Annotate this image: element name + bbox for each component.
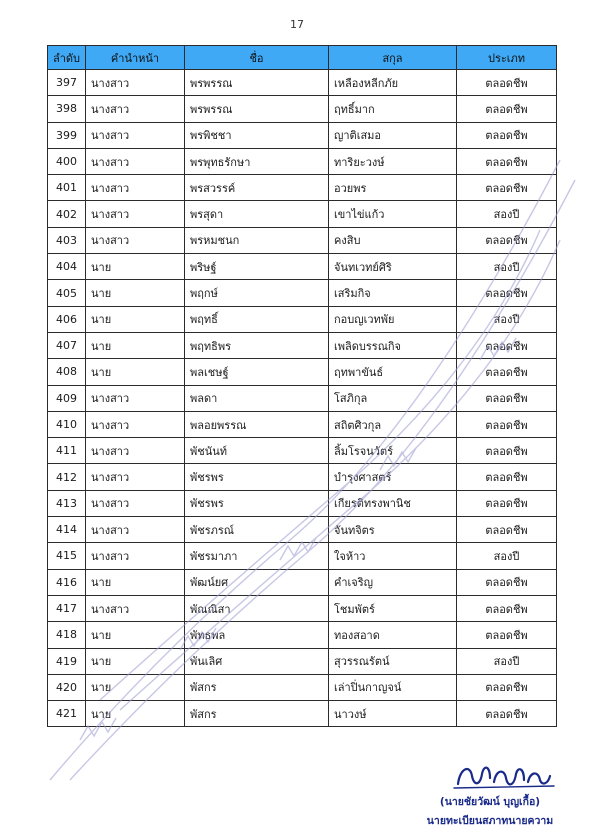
cell-last-name: สุวรรณรัตน์	[329, 648, 457, 674]
cell-type: ตลอดชีพ	[457, 490, 557, 516]
cell-first-name: พัชรพร	[185, 464, 329, 490]
cell-type: ตลอดชีพ	[457, 464, 557, 490]
cell-type: ตลอดชีพ	[457, 674, 557, 700]
cell-prefix: นางสาว	[86, 175, 185, 201]
table-row	[48, 411, 557, 437]
cell-first-name: พลดา	[185, 385, 329, 411]
cell-first-name: พัทธพล	[185, 622, 329, 648]
cell-number: 402	[48, 201, 86, 227]
table-row	[48, 148, 557, 174]
cell-type: ตลอดชีพ	[457, 148, 557, 174]
page-number: 17	[290, 18, 304, 31]
cell-number: 421	[48, 701, 86, 727]
header-prefix: คำนำหน้า	[86, 46, 185, 70]
cell-last-name: โชมพัตร์	[329, 595, 457, 621]
cell-number: 397	[48, 70, 86, 96]
cell-first-name: พรพรรณ	[185, 96, 329, 122]
cell-first-name: พฤกษ์	[185, 280, 329, 306]
cell-first-name: พรพุทธรักษา	[185, 148, 329, 174]
table-row	[48, 569, 557, 595]
cell-type: ตลอดชีพ	[457, 438, 557, 464]
cell-type: ตลอดชีพ	[457, 122, 557, 148]
cell-number: 407	[48, 332, 86, 358]
cell-prefix: นาย	[86, 280, 185, 306]
handwritten-signature-icon	[450, 756, 560, 792]
cell-last-name: เพลิดบรรณกิจ	[329, 332, 457, 358]
cell-type: ตลอดชีพ	[457, 595, 557, 621]
cell-last-name: คงสิบ	[329, 227, 457, 253]
table-row	[48, 254, 557, 280]
cell-number: 419	[48, 648, 86, 674]
cell-last-name: เสริมกิจ	[329, 280, 457, 306]
cell-type: ตลอดชีพ	[457, 359, 557, 385]
signer-name: (นายชัยวัฒน์ บุญเกื้อ)	[439, 796, 541, 808]
cell-prefix: นางสาว	[86, 148, 185, 174]
cell-last-name: ฤทธิ์มาก	[329, 96, 457, 122]
cell-number: 417	[48, 595, 86, 621]
cell-prefix: นาย	[86, 569, 185, 595]
cell-last-name: เขาไข่แก้ว	[329, 201, 457, 227]
cell-last-name: คำเจริญ	[329, 569, 457, 595]
cell-prefix: นางสาว	[86, 543, 185, 569]
cell-number: 399	[48, 122, 86, 148]
cell-prefix: นางสาว	[86, 517, 185, 543]
table-row	[48, 385, 557, 411]
cell-type: ตลอดชีพ	[457, 385, 557, 411]
cell-prefix: นางสาว	[86, 70, 185, 96]
cell-type: สองปี	[457, 254, 557, 280]
table-row	[48, 70, 557, 96]
cell-prefix: นางสาว	[86, 385, 185, 411]
cell-prefix: นาย	[86, 254, 185, 280]
table-row	[48, 490, 557, 516]
cell-prefix: นางสาว	[86, 490, 185, 516]
cell-prefix: นางสาว	[86, 96, 185, 122]
cell-type: สองปี	[457, 306, 557, 332]
cell-prefix: นาย	[86, 674, 185, 700]
cell-type: ตลอดชีพ	[457, 701, 557, 727]
cell-first-name: พัชรมาภา	[185, 543, 329, 569]
table-row	[48, 227, 557, 253]
table-row	[48, 175, 557, 201]
cell-first-name: พัณณิสา	[185, 595, 329, 621]
cell-first-name: พัชรพร	[185, 490, 329, 516]
header-last-name: สกุล	[329, 46, 457, 70]
cell-last-name: ลิ้มโรจนวัตร์	[329, 438, 457, 464]
cell-number: 408	[48, 359, 86, 385]
cell-number: 415	[48, 543, 86, 569]
cell-number: 418	[48, 622, 86, 648]
cell-first-name: พัสกร	[185, 701, 329, 727]
cell-number: 400	[48, 148, 86, 174]
cell-prefix: นาย	[86, 359, 185, 385]
cell-type: ตลอดชีพ	[457, 70, 557, 96]
cell-type: สองปี	[457, 201, 557, 227]
cell-last-name: นาวงษ์	[329, 701, 457, 727]
cell-number: 416	[48, 569, 86, 595]
member-table	[47, 45, 557, 727]
cell-last-name: โสภิกุล	[329, 385, 457, 411]
cell-last-name: จันทเวทย์ศิริ	[329, 254, 457, 280]
cell-prefix: นาย	[86, 622, 185, 648]
header-row	[48, 46, 557, 70]
cell-number: 403	[48, 227, 86, 253]
table-row	[48, 648, 557, 674]
cell-prefix: นาย	[86, 648, 185, 674]
table-row	[48, 622, 557, 648]
cell-first-name: พรพรรณ	[185, 70, 329, 96]
table-body	[48, 70, 557, 727]
cell-first-name: พฤทธิ์	[185, 306, 329, 332]
cell-last-name: ญาติเสมอ	[329, 122, 457, 148]
cell-last-name: ฤทพาขันธ์	[329, 359, 457, 385]
cell-last-name: บำรุงศาสตร์	[329, 464, 457, 490]
cell-prefix: นางสาว	[86, 411, 185, 437]
table-row	[48, 438, 557, 464]
table-row	[48, 543, 557, 569]
cell-last-name: กอบญเวทพัย	[329, 306, 457, 332]
cell-prefix: นางสาว	[86, 464, 185, 490]
table-row	[48, 306, 557, 332]
cell-number: 409	[48, 385, 86, 411]
cell-prefix: นางสาว	[86, 227, 185, 253]
header-type: ประเภท	[457, 46, 557, 70]
cell-first-name: พันเลิศ	[185, 648, 329, 674]
cell-first-name: พรหมชนก	[185, 227, 329, 253]
signer-title: นายทะเบียนสภาทนายความ	[426, 815, 554, 827]
cell-first-name: พลอยพรรณ	[185, 411, 329, 437]
table-header	[48, 46, 557, 70]
cell-number: 405	[48, 280, 86, 306]
cell-prefix: นาย	[86, 701, 185, 727]
cell-type: ตลอดชีพ	[457, 622, 557, 648]
cell-last-name: เกียรติทรงพานิช	[329, 490, 457, 516]
cell-first-name: พรสวรรค์	[185, 175, 329, 201]
table-row	[48, 280, 557, 306]
cell-type: สองปี	[457, 648, 557, 674]
table-row	[48, 464, 557, 490]
cell-first-name: พัชรภรณ์	[185, 517, 329, 543]
cell-number: 401	[48, 175, 86, 201]
table-row	[48, 201, 557, 227]
cell-first-name: พัชนันท์	[185, 438, 329, 464]
cell-prefix: นาย	[86, 306, 185, 332]
header-first-name: ชื่อ	[185, 46, 329, 70]
cell-number: 414	[48, 517, 86, 543]
cell-number: 398	[48, 96, 86, 122]
cell-prefix: นางสาว	[86, 201, 185, 227]
cell-type: ตลอดชีพ	[457, 175, 557, 201]
cell-prefix: นางสาว	[86, 438, 185, 464]
cell-type: ตลอดชีพ	[457, 411, 557, 437]
cell-type: ตลอดชีพ	[457, 332, 557, 358]
cell-type: สองปี	[457, 543, 557, 569]
cell-first-name: พรสุดา	[185, 201, 329, 227]
cell-number: 420	[48, 674, 86, 700]
cell-last-name: สถิตศิวกุล	[329, 411, 457, 437]
cell-number: 413	[48, 490, 86, 516]
cell-prefix: นางสาว	[86, 595, 185, 621]
cell-number: 410	[48, 411, 86, 437]
cell-last-name: ทองสอาด	[329, 622, 457, 648]
table-row	[48, 96, 557, 122]
cell-last-name: เหลืองหลีกภัย	[329, 70, 457, 96]
cell-type: ตลอดชีพ	[457, 569, 557, 595]
cell-first-name: พัฒน์ยศ	[185, 569, 329, 595]
cell-prefix: นาย	[86, 332, 185, 358]
cell-type: ตลอดชีพ	[457, 280, 557, 306]
cell-type: ตลอดชีพ	[457, 227, 557, 253]
cell-first-name: พฤทธิพร	[185, 332, 329, 358]
table-row	[48, 701, 557, 727]
cell-number: 404	[48, 254, 86, 280]
table-row	[48, 332, 557, 358]
cell-type: ตลอดชีพ	[457, 96, 557, 122]
table-row	[48, 517, 557, 543]
cell-last-name: ทาริยะวงษ์	[329, 148, 457, 174]
cell-number: 406	[48, 306, 86, 332]
cell-number: 411	[48, 438, 86, 464]
cell-first-name: พรพิชชา	[185, 122, 329, 148]
cell-last-name: ใจห้าว	[329, 543, 457, 569]
cell-prefix: นางสาว	[86, 122, 185, 148]
cell-first-name: พริษฐ์	[185, 254, 329, 280]
header-number: ลำดับ	[48, 46, 86, 70]
cell-last-name: จันทจิตร	[329, 517, 457, 543]
table-row	[48, 122, 557, 148]
cell-type: ตลอดชีพ	[457, 517, 557, 543]
table-row	[48, 359, 557, 385]
cell-first-name: พัสกร	[185, 674, 329, 700]
cell-first-name: พลเชษฐ์	[185, 359, 329, 385]
table-row	[48, 595, 557, 621]
cell-number: 412	[48, 464, 86, 490]
cell-last-name: อวยพร	[329, 175, 457, 201]
cell-last-name: เล่าปิ่นกาญจน์	[329, 674, 457, 700]
table-row	[48, 674, 557, 700]
